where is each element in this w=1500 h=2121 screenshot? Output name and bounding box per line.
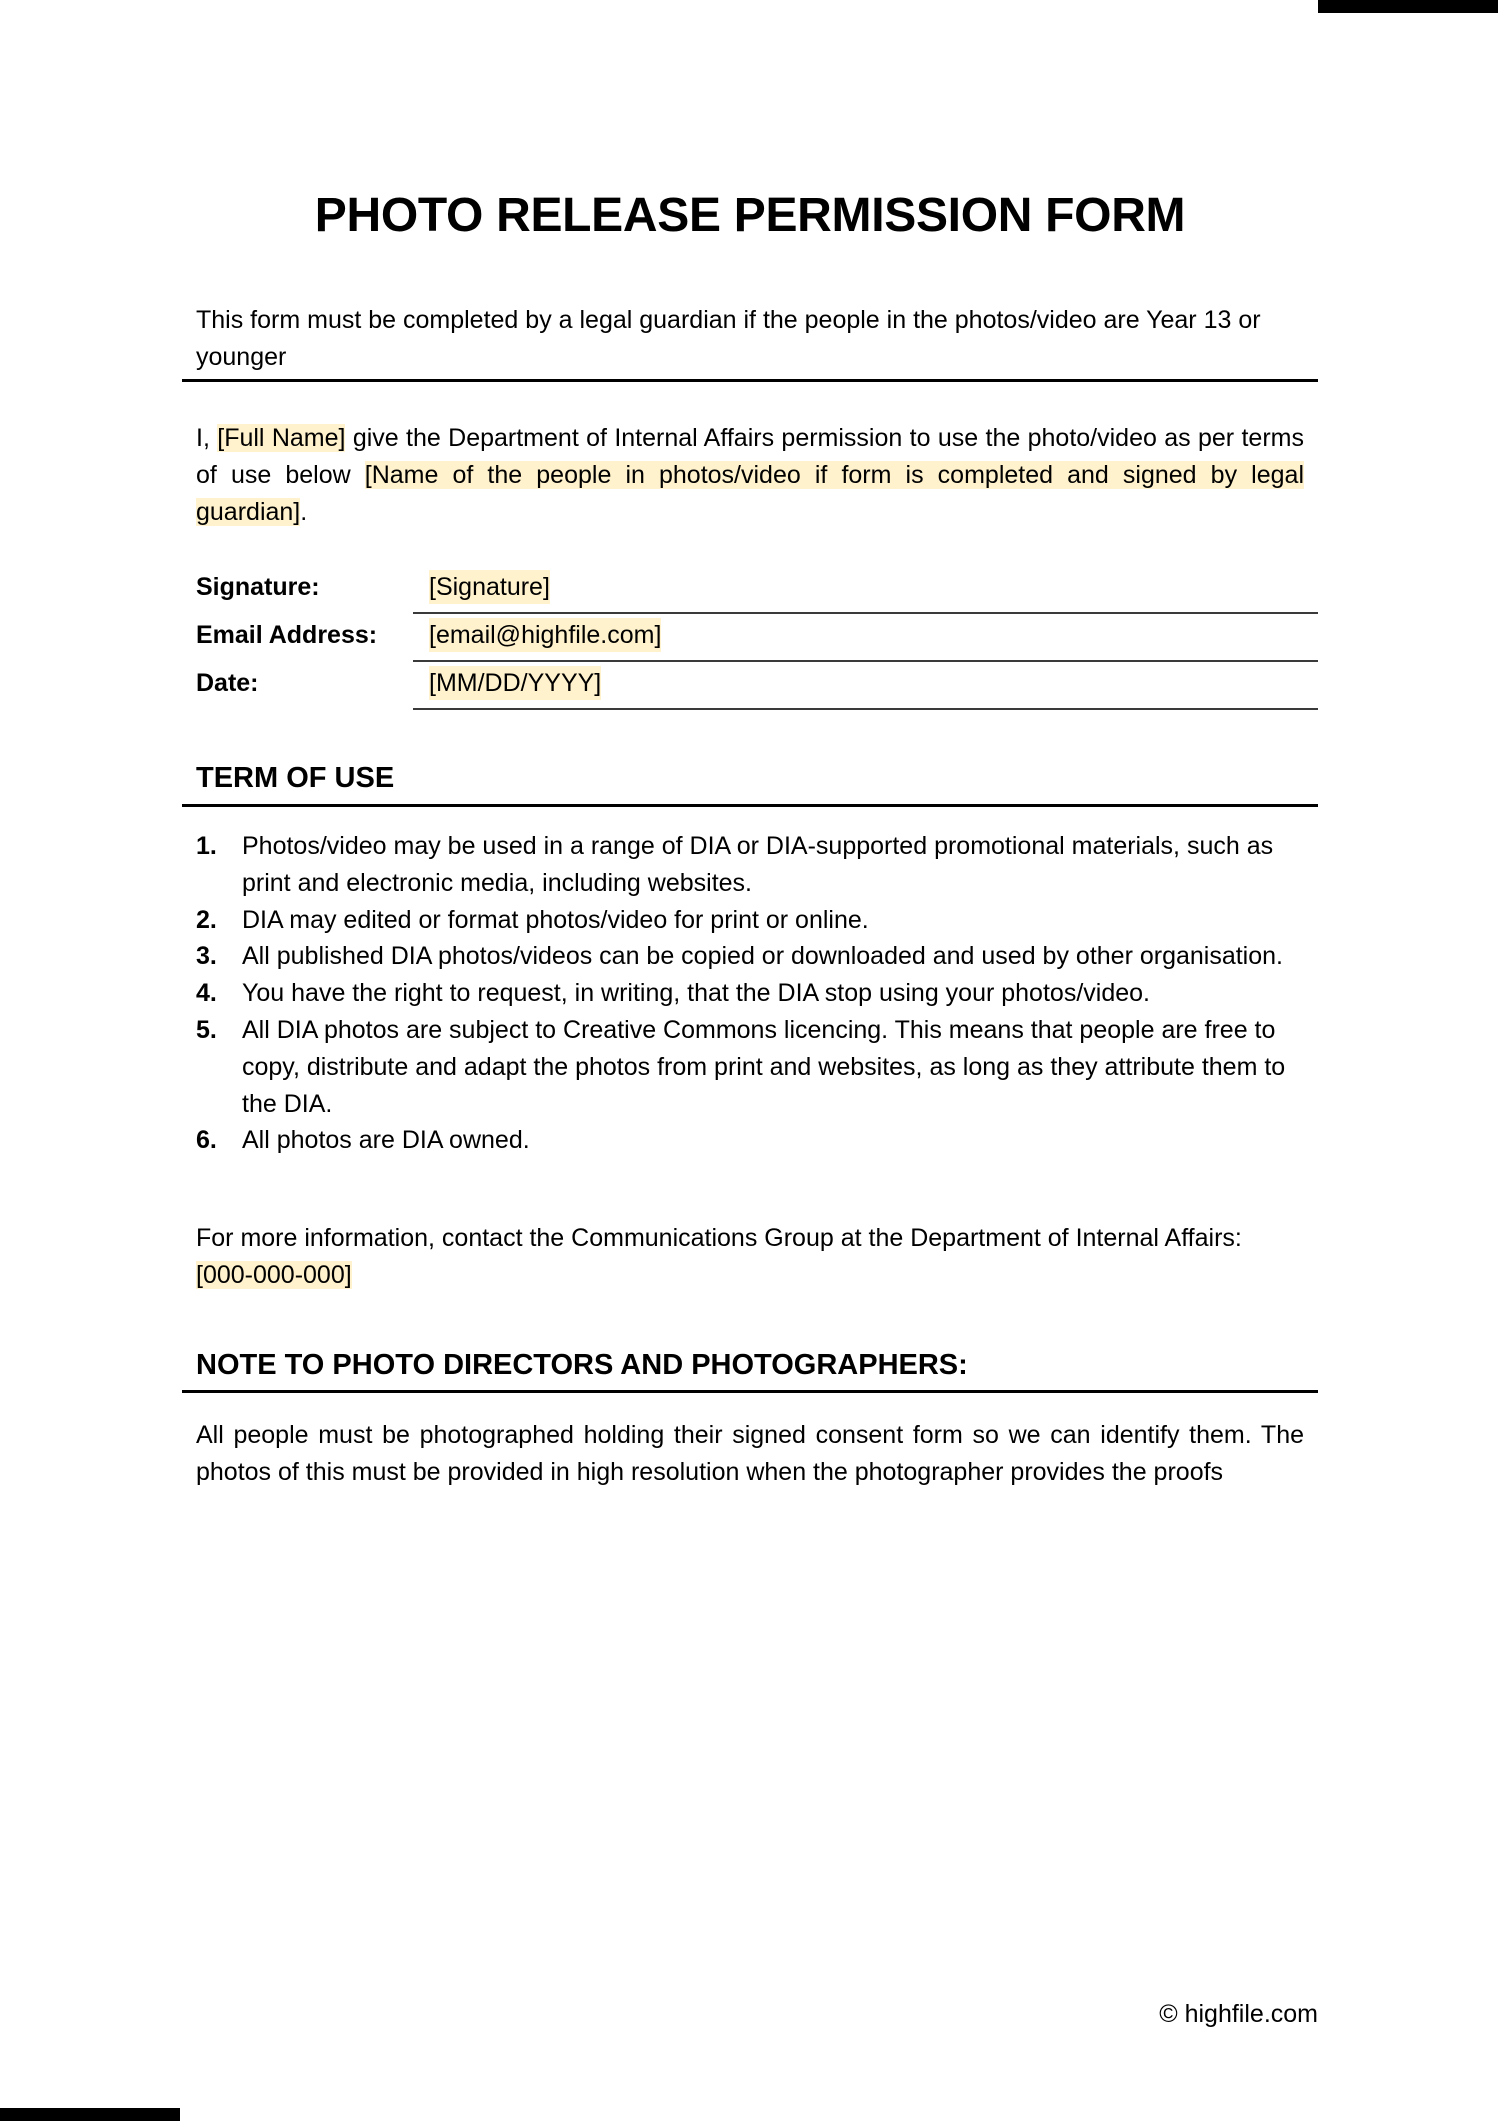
email-label: Email Address:	[196, 621, 378, 649]
corner-mark-bottom-left	[0, 2108, 180, 2121]
list-text: DIA may edited or format photos/video for print or online.	[242, 905, 869, 934]
note-heading: NOTE TO PHOTO DIRECTORS AND PHOTOGRAPHERS:	[196, 1349, 968, 1381]
list-text: All DIA photos are subject to Creative Commons licencing. This means that people are free to copy, distribute and adapt the photos from print and websites, as long as they attribute them to the DIA.	[242, 1015, 1286, 1118]
list-number: 1.	[196, 832, 217, 860]
date-row	[196, 662, 1318, 710]
contact-info	[196, 1220, 1304, 1294]
list-number: 5.	[196, 1015, 217, 1044]
signature-row	[196, 566, 1318, 614]
date-underline	[413, 708, 1318, 710]
list-text: All published DIA photos/videos can be copied or downloaded and used by other organisation.	[242, 942, 1283, 971]
intro-text: This form must be completed by a legal guardian if the people in the photos/video are Year 13 or younger	[196, 306, 1261, 371]
list-item	[196, 1122, 1304, 1159]
list-text: Photos/video may be used in a range of DIA or DIA-supported promotional materials, such as print and electronic media, including websites.	[242, 832, 1274, 897]
date-field[interactable]: [MM/DD/YYYY]	[429, 666, 601, 700]
list-item	[196, 938, 1304, 975]
contact-text: For more information, contact the Communications Group at the Department of Internal Affairs:	[196, 1224, 1242, 1252]
signature-field[interactable]: [Signature]	[429, 570, 550, 604]
email-row	[196, 614, 1318, 662]
note-divider	[182, 1390, 1318, 1393]
list-text: You have the right to request, in writing, that the DIA stop using your photos/video.	[242, 979, 1150, 1008]
email-field[interactable]: [email@highfile.com]	[429, 618, 661, 652]
list-item	[196, 828, 1304, 902]
list-number: 6.	[196, 1126, 217, 1155]
terms-heading: TERM OF USE	[196, 762, 395, 794]
list-item	[196, 902, 1304, 939]
date-label: Date:	[196, 669, 259, 697]
permission-prefix: I,	[196, 424, 218, 452]
permission-suffix: .	[300, 498, 308, 526]
footer-copyright: © highfile.com	[1159, 2000, 1318, 2028]
people-names-field[interactable]: [Name of the people in photos/video if form is completed and signed by legal guardian]	[196, 461, 1304, 526]
intro-divider	[182, 379, 1318, 382]
phone-field[interactable]: [000-000-000]	[196, 1261, 352, 1289]
permission-statement	[196, 420, 1304, 531]
list-number: 3.	[196, 942, 217, 971]
corner-mark-top-right	[1318, 0, 1498, 13]
full-name-field[interactable]: [Full Name]	[217, 424, 346, 452]
list-text: All photos are DIA owned.	[242, 1126, 530, 1155]
list-number: 4.	[196, 979, 217, 1008]
list-item	[196, 1012, 1304, 1122]
permission-middle: give the Department of Internal Affairs permission to use the photo/video as per terms of use below	[196, 424, 1304, 489]
signature-label: Signature:	[196, 573, 320, 601]
page-title: PHOTO RELEASE PERMISSION FORM	[314, 189, 1186, 242]
list-item	[196, 975, 1304, 1012]
note-text: All people must be photographed holding their signed consent form so we can identify them. The photos of this must be provided in high resolution when the photographer provides the proofs	[196, 1421, 1304, 1486]
list-number: 2.	[196, 905, 217, 934]
terms-list	[196, 828, 1304, 1159]
terms-divider	[182, 804, 1318, 807]
